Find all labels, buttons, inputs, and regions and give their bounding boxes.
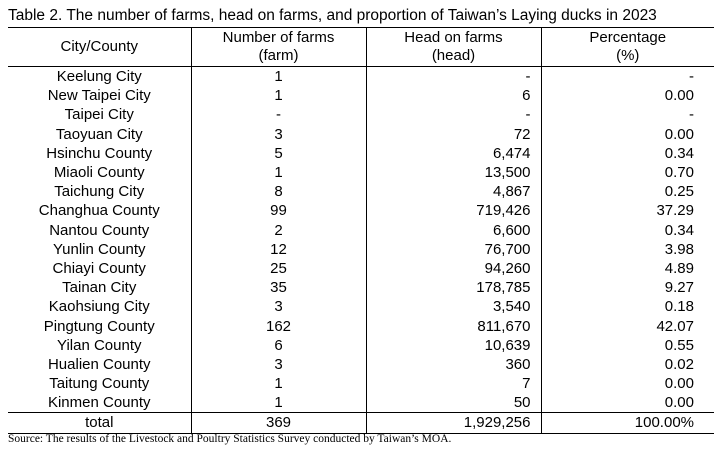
- table-row: [8, 163, 714, 182]
- table-row: [8, 374, 714, 393]
- header-row: [8, 28, 714, 67]
- cell-head: 178,785: [366, 278, 541, 297]
- cell-farms: 12: [191, 240, 366, 259]
- cell-head: 10,639: [366, 336, 541, 355]
- cell-farms: 35: [191, 278, 366, 297]
- cell-farms: 3: [191, 125, 366, 144]
- cell-percentage: 42.07: [541, 316, 714, 335]
- header-head: Head on farms (head): [366, 28, 541, 67]
- cell-percentage: 0.00: [541, 374, 714, 393]
- cell-farms: 1: [191, 393, 366, 413]
- cell-farms: 8: [191, 182, 366, 201]
- total-percentage: 100.00%: [541, 413, 714, 433]
- header-percentage: Percentage (%): [541, 28, 714, 67]
- cell-head: 719,426: [366, 201, 541, 220]
- table-row: [8, 297, 714, 316]
- cell-percentage: 0.25: [541, 182, 714, 201]
- cell-city: Miaoli County: [53, 164, 145, 182]
- cell-head: 360: [366, 355, 541, 374]
- cell-city: Kinmen County: [47, 394, 151, 412]
- cell-farms: 162: [191, 316, 366, 335]
- cell-farms: 3: [191, 355, 366, 374]
- cell-head: 7: [366, 374, 541, 393]
- cell-city: Hsinchu County: [46, 144, 153, 162]
- table-row: [8, 86, 714, 105]
- cell-percentage: 0.18: [541, 297, 714, 316]
- laying-ducks-table: [8, 27, 714, 434]
- cell-city: Taipei City: [64, 106, 134, 124]
- cell-percentage: 37.29: [541, 201, 714, 220]
- cell-farms: -: [191, 105, 366, 124]
- table-row: [8, 336, 714, 355]
- total-farms: 369: [191, 413, 366, 433]
- cell-head: -: [366, 67, 541, 87]
- cell-city: Pingtung County: [43, 317, 155, 335]
- cell-head: 811,670: [366, 316, 541, 335]
- cell-head: -: [366, 105, 541, 124]
- cell-city: Nantou County: [49, 221, 150, 239]
- cell-head: 6: [366, 86, 541, 105]
- cell-head: 13,500: [366, 163, 541, 182]
- cell-head: 6,474: [366, 144, 541, 163]
- table-row: [8, 67, 714, 87]
- cell-percentage: 0.00: [541, 86, 714, 105]
- cell-city: Taoyuan City: [55, 125, 143, 143]
- cell-farms: 5: [191, 144, 366, 163]
- cell-head: 94,260: [366, 259, 541, 278]
- table-row: [8, 259, 714, 278]
- cell-percentage: 0.02: [541, 355, 714, 374]
- table-row: [8, 316, 714, 335]
- table-row: [8, 201, 714, 220]
- cell-city: Kaohsiung City: [48, 298, 150, 316]
- table-row: [8, 182, 714, 201]
- total-head: 1,929,256: [366, 413, 541, 433]
- cell-city: Taitung County: [49, 375, 150, 393]
- cell-farms: 1: [191, 374, 366, 393]
- cell-percentage: 9.27: [541, 278, 714, 297]
- header-city: City/County: [8, 28, 191, 67]
- cell-head: 50: [366, 393, 541, 413]
- source-note: Source: The results of the Livestock and Poultry Statistics Survey conducted by Taiwan’s MOA.: [8, 433, 452, 445]
- cell-percentage: 0.00: [541, 393, 714, 413]
- cell-percentage: 4.89: [541, 259, 714, 278]
- cell-city: Hualien County: [47, 355, 151, 373]
- cell-percentage: 0.70: [541, 163, 714, 182]
- cell-farms: 3: [191, 297, 366, 316]
- cell-percentage: -: [541, 67, 714, 87]
- total-label: total: [8, 413, 191, 433]
- cell-city: Yunlin County: [52, 240, 146, 258]
- cell-head: 4,867: [366, 182, 541, 201]
- cell-percentage: -: [541, 105, 714, 124]
- cell-head: 72: [366, 125, 541, 144]
- table-title: Table 2. The number of farms, head on farms, and proportion of Taiwan’s Laying ducks in 2023: [8, 7, 657, 24]
- cell-percentage: 0.34: [541, 144, 714, 163]
- table-row: [8, 355, 714, 374]
- cell-farms: 99: [191, 201, 366, 220]
- table-row: [8, 125, 714, 144]
- total-row: [8, 413, 714, 433]
- table-row: [8, 105, 714, 124]
- table-row: [8, 278, 714, 297]
- cell-city: Keelung City: [56, 68, 142, 86]
- cell-city: New Taipei City: [47, 87, 151, 105]
- header-farms: Number of farms (farm): [191, 28, 366, 67]
- cell-city: Taichung City: [54, 183, 145, 201]
- table-row: [8, 221, 714, 240]
- cell-city: Yilan County: [57, 336, 142, 354]
- cell-percentage: 0.00: [541, 125, 714, 144]
- cell-percentage: 0.34: [541, 221, 714, 240]
- cell-farms: 1: [191, 86, 366, 105]
- cell-farms: 1: [191, 163, 366, 182]
- cell-head: 76,700: [366, 240, 541, 259]
- cell-farms: 2: [191, 221, 366, 240]
- cell-farms: 6: [191, 336, 366, 355]
- cell-percentage: 3.98: [541, 240, 714, 259]
- table-row: [8, 240, 714, 259]
- cell-head: 6,600: [366, 221, 541, 240]
- cell-head: 3,540: [366, 297, 541, 316]
- cell-percentage: 0.55: [541, 336, 714, 355]
- table-row: [8, 144, 714, 163]
- cell-city: Chiayi County: [52, 259, 146, 277]
- cell-farms: 1: [191, 67, 366, 87]
- cell-farms: 25: [191, 259, 366, 278]
- cell-city: Tainan City: [62, 279, 137, 297]
- table-row: [8, 393, 714, 413]
- cell-city: Changhua County: [38, 202, 160, 220]
